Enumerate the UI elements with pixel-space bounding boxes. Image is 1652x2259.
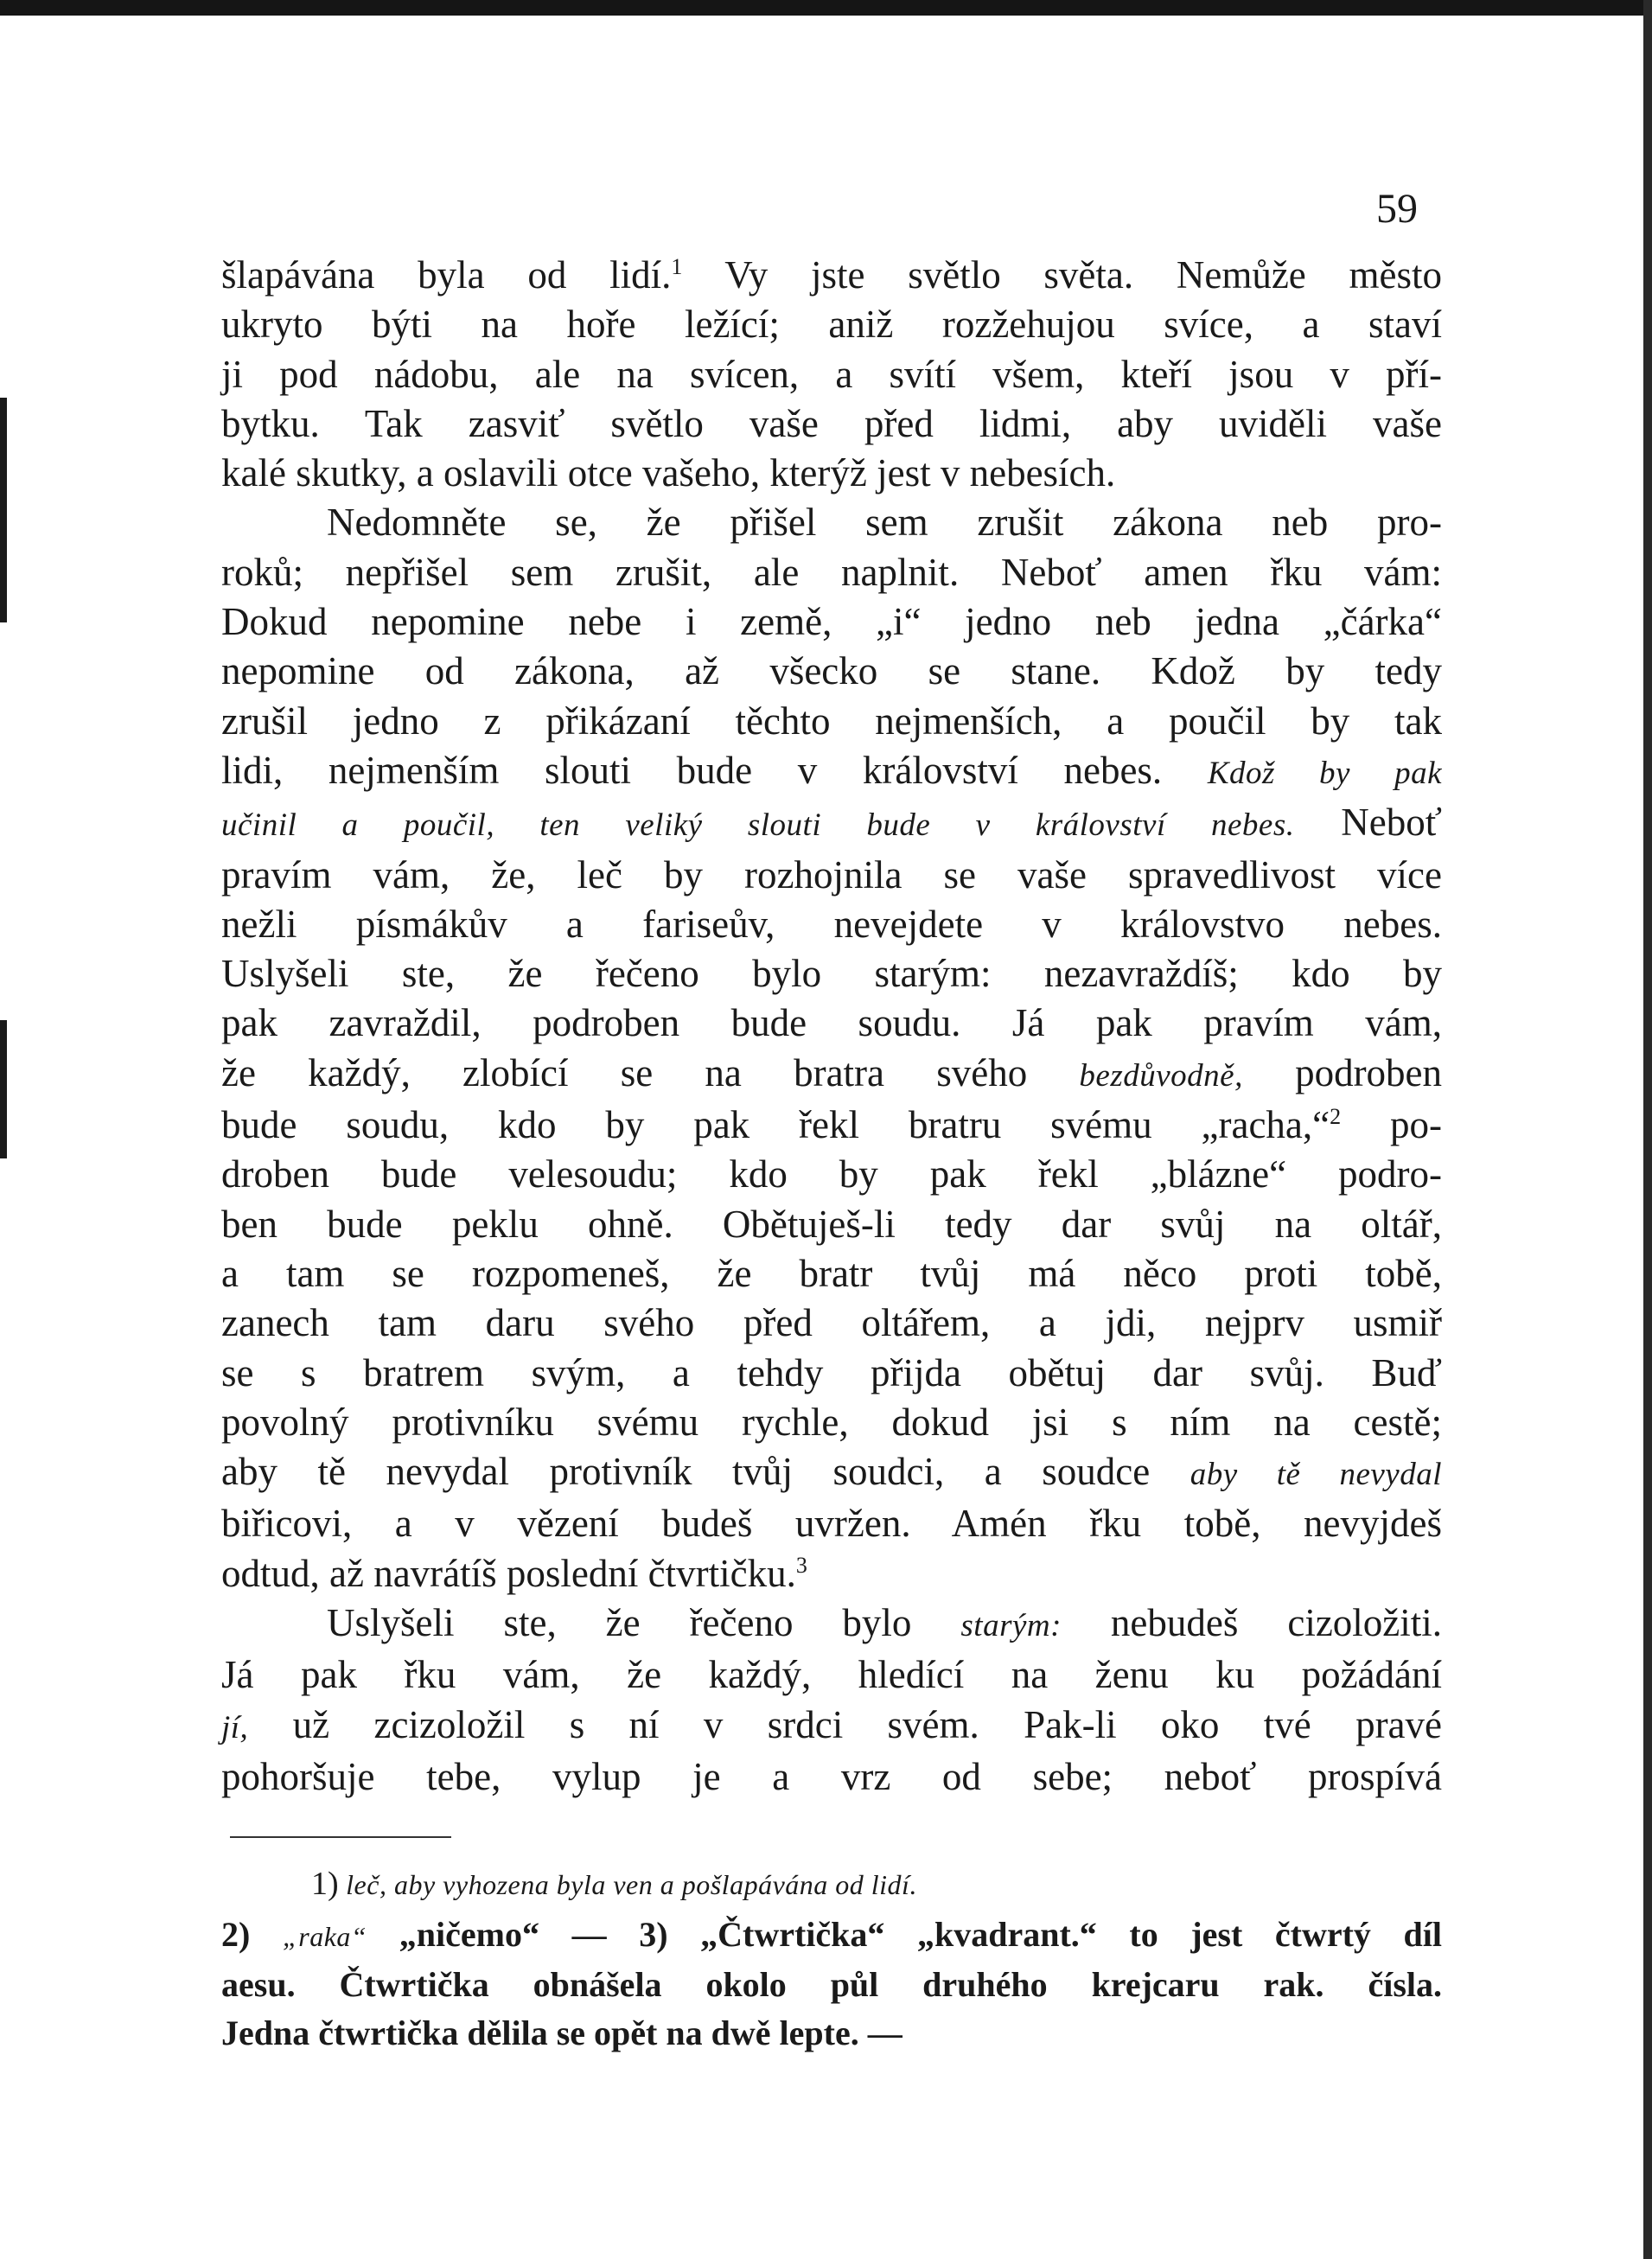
footnote-1: 1) leč, aby vyhozena byla ven a pošlapávána od lidí. bbox=[311, 1866, 917, 1902]
scan-left-mark bbox=[0, 1020, 7, 1158]
text-line: bude soudu, kdo by pak řekl bratru svému „racha,“$^2$ po- bbox=[221, 1103, 1442, 1147]
text-line: Dokud nepomine nebe i země, „i“ jedno neb jedna „čárka“ bbox=[221, 600, 1442, 644]
footnote-3: aesu. Čtwrtička obnášela okolo půl druhého krejcaru rak. čísla. bbox=[221, 1965, 1442, 2004]
scan-left-mark bbox=[0, 398, 7, 622]
footnote-4: Jedna čtwrtička dělila se opět na dwě lepte. — bbox=[221, 2013, 903, 2052]
text-line: ben bude peklu ohně. Obětuješ-li tedy dar svůj na oltář, bbox=[221, 1202, 1442, 1246]
footnote-2: 2) „raka“ „ničemo“ — 3) „Čtwrtička“ „kvadrant.“ to jest čtwrtý díl bbox=[221, 1915, 1443, 1954]
text-line: droben bude velesoudu; kdo by pak řekl „blázne“ podro- bbox=[221, 1152, 1442, 1197]
text-line: šlapávána byla od lidí.$^1$ Vy jste světlo světa. Nemůže město bbox=[221, 253, 1442, 297]
text-line: roků; nepřišel sem zrušit, ale naplnit. Neboť amen řku vám: bbox=[221, 550, 1442, 594]
text-line: Já pak řku vám, že každý, hledící na ženu ku požádání bbox=[221, 1653, 1442, 1697]
footnotes bbox=[221, 1859, 1442, 2058]
text-line: povolný protivníku svému rychle, dokud jsi s ním na cestě; bbox=[221, 1400, 1442, 1444]
text-line: ukryto býti na hoře ležící; aniž rozžehujou svíce, a staví bbox=[221, 303, 1442, 347]
text-line: zanech tam daru svého před oltářem, a jdi, nejprv usmiř bbox=[221, 1301, 1442, 1345]
page-number: 59 bbox=[1376, 186, 1418, 232]
scan-top-border bbox=[0, 0, 1652, 16]
scan-right-border bbox=[1643, 0, 1652, 2259]
footnote-separator bbox=[230, 1836, 451, 1838]
text-line: jí, už zcizoložil s ní v srdci svém. Pak-li oko tvé pravé bbox=[221, 1702, 1443, 1746]
text-line: kalé skutky, a oslavili otce vašeho, kterýž jest v nebesích. bbox=[221, 451, 1116, 495]
text-line: pravím vám, že, leč by rozhojnila se vaše spravedlivost více bbox=[221, 852, 1442, 897]
text-line: nepomine od zákona, až všecko se stane. Kdož by tedy bbox=[221, 649, 1442, 693]
text-line: Uslyšeli ste, že řečeno bylo starým: nezavraždíš; kdo by bbox=[221, 952, 1442, 996]
body-text bbox=[221, 251, 1442, 1802]
text-line: že každý, zlobící se na bratra svého bezdůvodně, podroben bbox=[221, 1050, 1443, 1094]
text-line: Uslyšeli ste, že řečeno bylo starým: nebudeš cizoložiti. bbox=[327, 1601, 1443, 1645]
text-line: pohoršuje tebe, vylup je a vrz od sebe; neboť prospívá bbox=[221, 1754, 1442, 1798]
text-line: lidi, nejmenším slouti bude v království nebes. Kdož by pak bbox=[221, 748, 1443, 792]
text-line: ji pod nádobu, ale na svícen, a svítí všem, kteří jsou v pří- bbox=[221, 352, 1442, 396]
text-line: učinil a poučil, ten veliký slouti bude v království nebes. Neboť bbox=[221, 801, 1442, 845]
text-line: biřicovi, a v vězení budeš uvržen. Amén řku tobě, nevyjdeš bbox=[221, 1502, 1442, 1546]
text-line: Nedomněte se, že přišel sem zrušit zákona neb pro- bbox=[327, 501, 1442, 545]
text-line: se s bratrem svým, a tehdy přijda obětuj dar svůj. Buď bbox=[221, 1350, 1442, 1394]
text-line: a tam se rozpomeneš, že bratr tvůj má něco proti tobě, bbox=[221, 1251, 1442, 1295]
text-line: bytku. Tak zasviť světlo vaše před lidmi, aby uviděli vaše bbox=[221, 401, 1442, 445]
text-line: aby tě nevydal protivník tvůj soudci, a soudce aby tě nevydal bbox=[221, 1450, 1443, 1494]
text-line: pak zavraždil, podroben bude soudu. Já pak pravím vám, bbox=[221, 1001, 1442, 1045]
text-line: zrušil jedno z přikázaní těchto nejmenších, a poučil by tak bbox=[221, 699, 1442, 743]
text-line: odtud, až navrátíš poslední čtvrtičku.$^3$ bbox=[221, 1551, 807, 1595]
text-line: nežli písmákův a fariseův, nevejdete v královstvo nebes. bbox=[221, 902, 1442, 946]
